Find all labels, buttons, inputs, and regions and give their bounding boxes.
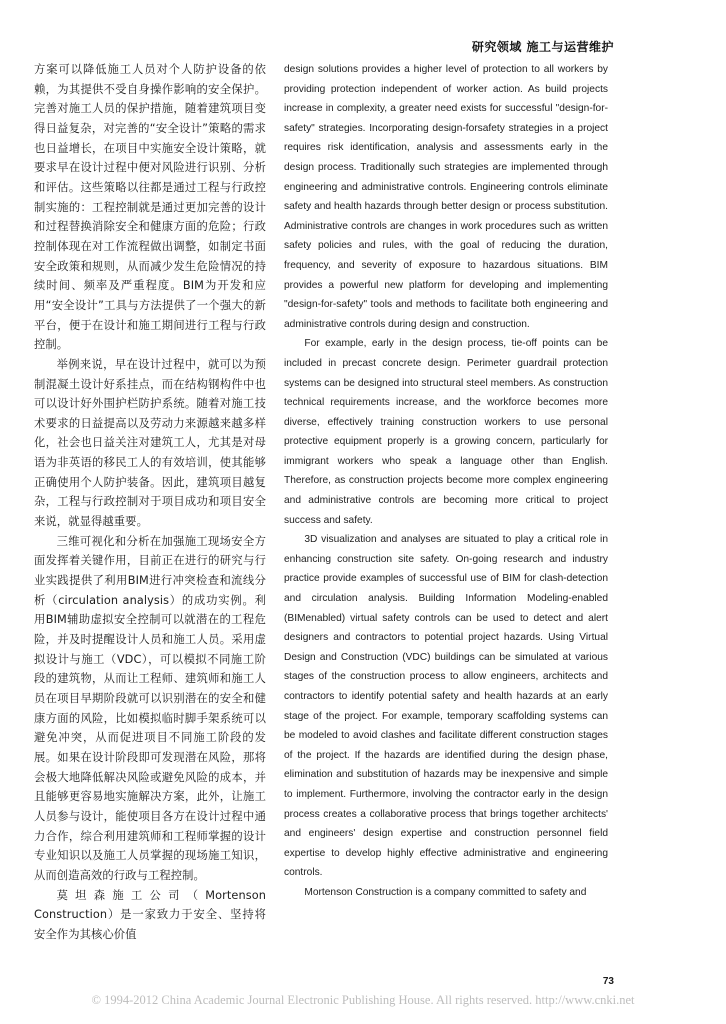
chinese-column [34, 60, 266, 945]
page-number: 73 [602, 976, 614, 987]
en-paragraph-1: design solutions provides a higher level of protection to all workers by providing protection independent of worker action. As build projects increase in complexity, a greater need exists for successful "design-for-safety" strategies. Incorporating design-forsafety strategies in a project requires risk identification, analysis and assessments early in the design process. Traditionally such strategies are implemented through engineering and administrative controls. Engineering controls eliminate safety and health hazards through better design or process substitution. Administrative controls are changes in work procedures such as written safety policies and rules, with the goal of reducing the duration, frequency, and severity of exposure to hazardous situations. BIM provides a powerful new platform for developing and implementing "design-for-safety" tools and methods to facilitate both engineering and administrative controls during design and construction. [284, 64, 608, 330]
english-column [284, 60, 608, 903]
zh-paragraph-2: 举例来说，早在设计过程中，就可以为预制混凝土设计好系挂点，而在结构钢构件中也可以设计好外围护栏防护系统。随着对施工技术要求的日益提高以及劳动力来源越来越多样化，社会也日益关注对建筑工人，尤其是对母语为非英语的移民工人的有效培训，使其能够正确使用个人防护装备。因此，建筑项目越复杂，工程与行政控制对于项目成功和项目安全来说，就显得越重要。 [34, 357, 266, 529]
en-paragraph-3: 3D visualization and analyses are situated to play a critical role in enhancing construction site safety. On-going research and industry practice provide examples of successful use of BIM for clash-detection and circulation analysis. Building Information Modeling-enabled (BIMenabled) virtual safety controls can be used to detect and alert designers and contractors to potential project hazards. Using Virtual Design and Construction (VDC) buildings can be simulated at various stages of the construction process to allow engineers, architects and contractors to identify potential safety and health hazards at an early stage of the project. For example, temporary scaffolding systems can be modeled to avoid clashes and facilitate different construction stages of the project. If the hazards are identified during the design phase, elimination and substitution of hazards may be inexpensive and simple to implement. Furthermore, involving the contractor early in the design process creates a collaborative process that brings together architects' and engineers' design expertise and construction personnel field expertise to develop highly effective administrative and engineering controls. [284, 534, 608, 879]
zh-paragraph-3: 三维可视化和分析在加强施工现场安全方面发挥着关键作用，目前正在进行的研究与行业实践提供了利用BIM进行冲突检查和流线分析（circulation analysis）的成功实例。利用BIM辅助虚拟安全控制可以就潜在的工程危险，并及时提醒设计人员和施工人员。采用虚拟设计与施工（VDC），可以模拟不同施工阶段的建筑物，从而让工程师、建筑师和施工人员在项目早期阶段就可以识别潜在的安全和健康方面的风险，比如模拟临时脚手架系统可以避免冲突，从而促进项目不同施工阶段的发展。如果在设计阶段即可发现潜在风险，那将会极大地降低解决风险或避免风险的成本，并且能够更容易地实施解决方案，此外，让施工人员参与设计，能使项目各方在设计过程中通力合作，综合利用建筑师和工程师掌握的设计专业知识以及施工人员掌握的现场施工知识，从而创造高效的行政与工程控制。 [34, 534, 266, 882]
zh-paragraph-1: 方案可以降低施工人员对个人防护设备的依赖，为其提供不受自身操作影响的安全保护。完善对施工人员的保护措施，随着建筑项目变得日益复杂，对完善的“安全设计”策略的需求也日益增长，在项目中实施安全设计策略，就要求早在设计过程中便对风险进行识别、分析和评估。这些策略以往都是通过工程与行政控制实施的：工程控制就是通过更加完善的设计和过程替换消除安全和健康方面的危险；行政控制体现在对工作流程做出调整，如制定书面安全政策和规则，从而减少发生危险情况的持续时间、频率及严重程度。BIM为开发和应用“安全设计”工具与方法提供了一个强大的新平台，便于在设计和施工期间进行工程与行政控制。 [34, 63, 266, 352]
copyright-footer: © 1994-2012 China Academic Journal Electronic Publishing House. All rights reserved. http://www.cnki.net [91, 993, 635, 1007]
en-paragraph-4: Mortenson Construction is a company committed to safety and [304, 886, 587, 898]
section-header: 研究领域 施工与运营维护 [471, 40, 614, 54]
zh-paragraph-4: 莫坦森施工公司（Mortenson Construction）是一家致力于安全、坚持将安全作为其核心价值 [34, 888, 266, 941]
en-paragraph-2: For example, early in the design process, tie-off points can be included in precast concrete design. Perimeter guardrail protection systems can be designed into structural steel members. As construction technical requirements increase, and the workforce becomes more diverse, effectively training construction workers to use personal protective equipment properly is a growing concern, particularly for immigrant workers who speak a language other than English. Therefore, as construction projects become more complex engineering and administrative controls are becoming more critical to project success and safety. [284, 338, 608, 526]
